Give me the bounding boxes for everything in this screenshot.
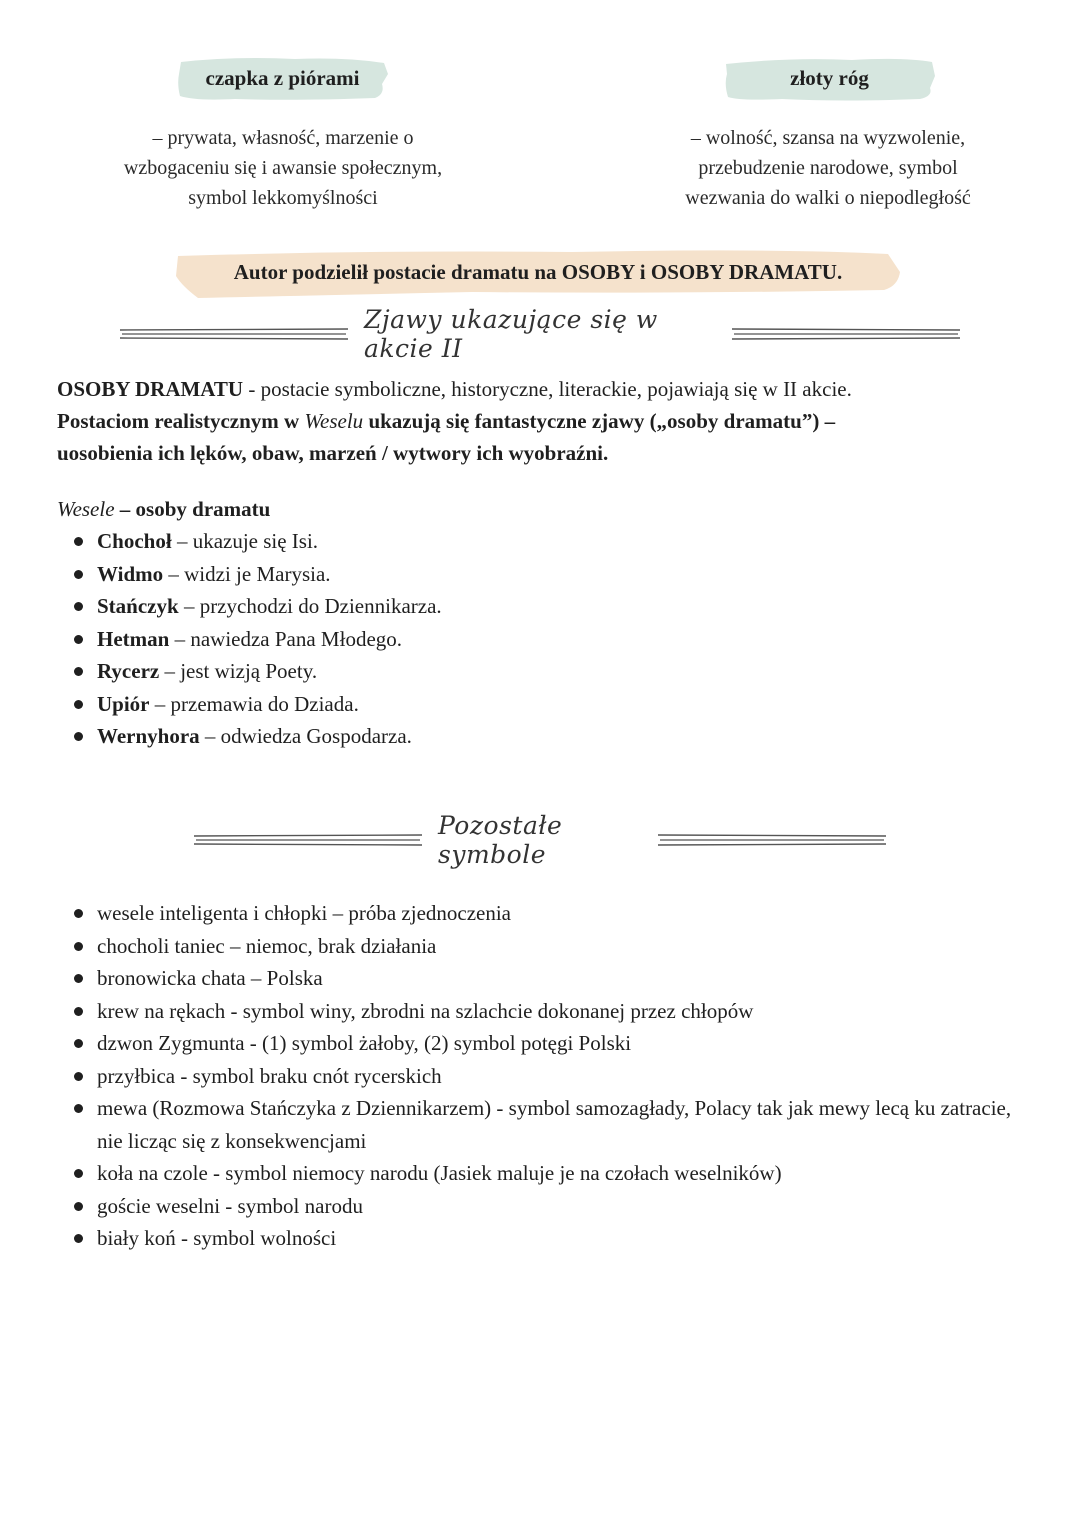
bullet-icon <box>74 732 83 741</box>
section-heading-zjawy <box>118 305 962 363</box>
character-name: Wernyhora <box>97 724 200 748</box>
bullet-icon <box>74 1234 83 1243</box>
author-division-banner <box>172 246 904 298</box>
bullet-icon <box>74 1039 83 1048</box>
other-symbols-list <box>57 897 1027 1255</box>
decorative-lines-left <box>118 326 350 342</box>
bullet-icon <box>74 570 83 579</box>
bullet-icon <box>74 635 83 644</box>
definition-line-2: Postaciom realistycznym w Weselu ukazują się fantastyczne zjawy („osoby dramatu”) – <box>57 409 836 433</box>
bullet-icon <box>74 537 83 546</box>
bullet-icon <box>74 602 83 611</box>
list-item <box>57 623 442 656</box>
section-heading-pozostale <box>192 811 888 869</box>
symbol-tag-label: czapka z piórami <box>205 65 360 90</box>
list-item <box>57 962 1027 995</box>
character-name: Widmo <box>97 561 164 586</box>
symbol-text: wesele inteligenta i chłopki – próba zjednoczenia <box>97 901 512 925</box>
section-heading-text: Pozostałe symbole <box>438 811 563 869</box>
list-item <box>57 1060 1027 1093</box>
bullet-icon <box>74 974 83 983</box>
list-item <box>57 995 1027 1028</box>
list-item <box>57 930 1027 963</box>
character-name: Upiór <box>97 691 150 716</box>
bullet-icon <box>74 942 83 951</box>
list-item <box>57 558 442 591</box>
bullet-icon <box>74 667 83 676</box>
characters-list-title: Wesele – osoby dramatu <box>57 497 271 521</box>
character-description: – ukazuje się Isi. <box>171 529 319 553</box>
banner-text: Autor podzielił postacie dramatu na OSOBY i OSOBY DRAMATU. <box>233 259 843 284</box>
list-item <box>57 525 442 558</box>
list-item <box>57 688 442 721</box>
symbol-text: chocholi taniec – niemoc, brak działania <box>97 933 437 958</box>
symbol-tag-label: złoty róg <box>790 65 869 90</box>
list-item <box>57 590 442 623</box>
list-item <box>57 897 1027 930</box>
symbol-text: dzwon Zygmunta - (1) symbol żałoby, (2) symbol potęgi Polski <box>97 1031 632 1055</box>
character-description: – przemawia do Dziada. <box>149 691 359 716</box>
decorative-lines-left <box>192 832 424 848</box>
characters-list <box>57 525 442 753</box>
character-description: – przychodzi do Dziennikarza. <box>178 594 442 618</box>
definition-line-1: OSOBY DRAMATU - postacie symboliczne, historyczne, literackie, pojawiają się w II akcie. <box>57 377 852 401</box>
bullet-icon <box>74 1007 83 1016</box>
symbol-tag-zloty-rog <box>722 54 937 102</box>
character-name: Stańczyk <box>97 594 179 618</box>
symbol-text: krew na rękach - symbol winy, zbrodni na szlachcie dokonanej przez chłopów <box>97 998 754 1023</box>
decorative-lines-right <box>656 832 888 848</box>
symbol-tag-czapka <box>175 54 390 102</box>
list-item <box>57 1190 1027 1223</box>
bullet-icon <box>74 1169 83 1178</box>
character-name: Hetman <box>97 626 170 651</box>
symbol-text: goście weselni - symbol narodu <box>97 1193 363 1218</box>
list-item <box>57 1027 1027 1060</box>
character-name: Rycerz <box>97 659 160 683</box>
character-description: – widzi je Marysia. <box>163 561 331 586</box>
bullet-icon <box>74 909 83 918</box>
symbol-description-czapka: – prywata, własność, marzenie o wzbogaceniu się i awansie społecznym, symbol lekkomyślności <box>123 127 443 209</box>
symbol-text: koła na czole - symbol niemocy narodu (Jasiek maluje je na czołach weselników) <box>97 1161 782 1185</box>
list-item <box>57 1092 1027 1157</box>
symbol-text: bronowicka chata – Polska <box>97 966 323 990</box>
bullet-icon <box>74 1202 83 1211</box>
character-description: – odwiedza Gospodarza. <box>199 724 412 748</box>
bullet-icon <box>74 1104 83 1113</box>
list-item <box>57 655 442 688</box>
list-item <box>57 720 442 753</box>
character-description: – nawiedza Pana Młodego. <box>169 626 403 651</box>
list-item <box>57 1222 1027 1255</box>
osoby-dramatu-definition <box>57 373 1037 469</box>
symbol-text: mewa (Rozmowa Stańczyka z Dziennikarzem) - symbol samozagłady, Polacy tak jak mewy lecą ku zatracie, nie licząc się z konsekwencjami <box>97 1096 1012 1153</box>
symbol-description-zloty-rog: – wolność, szansa na wyzwolenie, przebudzenie narodowe, symbol wezwania do walki o niepodległość <box>685 127 971 209</box>
list-item <box>57 1157 1027 1190</box>
symbol-text: przyłbica - symbol braku cnót rycerskich <box>97 1063 442 1088</box>
definition-line-3: uosobienia ich lęków, obaw, marzeń / wytwory ich wyobraźni. <box>57 441 609 465</box>
character-description: – jest wizją Poety. <box>159 659 318 683</box>
section-heading-text: Zjawy ukazujące się w akcie II <box>364 305 658 363</box>
character-name: Chochoł <box>97 529 172 553</box>
bullet-icon <box>74 1072 83 1081</box>
bullet-icon <box>74 700 83 709</box>
decorative-lines-right <box>730 326 962 342</box>
symbol-text: biały koń - symbol wolności <box>97 1226 337 1250</box>
